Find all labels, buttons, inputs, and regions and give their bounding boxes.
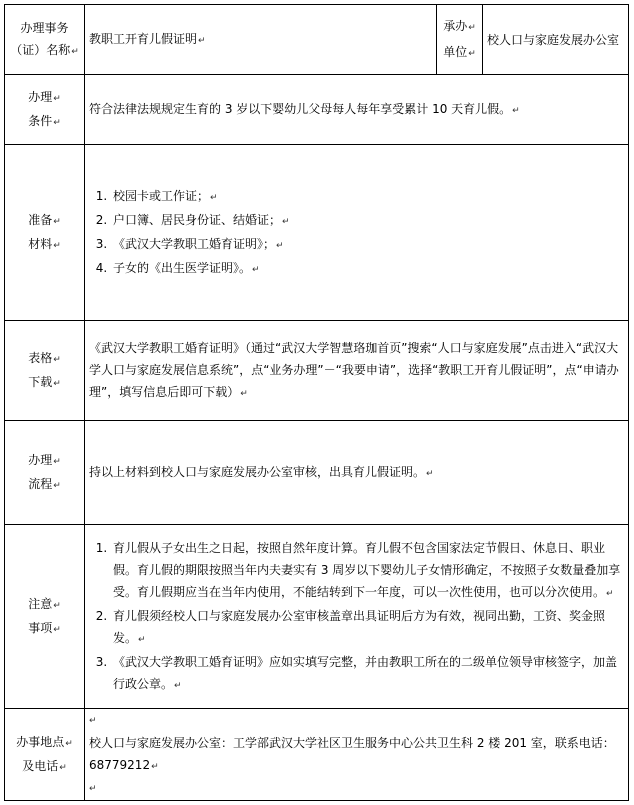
list-item-text: 育儿假须经校人口与家庭发展办公室审核盖章出具证明后方为有效，视同出勤，工资、奖金照发。 <box>113 608 606 645</box>
row-label-line2: 及电话 <box>22 758 59 773</box>
dept-label-cell <box>437 5 483 75</box>
paragraph-mark-icon: ↵ <box>53 93 61 104</box>
item-name-label-cell <box>5 5 85 75</box>
materials-list <box>89 185 622 281</box>
paragraph-mark-icon: ↵ <box>138 634 146 645</box>
row-label-line2: 流程 <box>28 476 53 491</box>
item-name-value: 教职工开育儿假证明 <box>89 31 198 46</box>
paragraph-mark-icon: ↵ <box>512 105 520 116</box>
paragraph-mark-icon: ↵ <box>53 354 61 365</box>
paragraph-mark-icon: ↵ <box>174 680 182 691</box>
paragraph-mark-icon: ↵ <box>53 378 61 389</box>
table-row <box>5 321 629 421</box>
row-label-cell <box>5 525 85 709</box>
process-text-cell <box>85 421 629 525</box>
table-row <box>5 421 629 525</box>
list-item-text: 子女的《出生医学证明》。 <box>113 260 252 275</box>
paragraph-mark-icon: ↵ <box>65 738 73 749</box>
form-download-text: 《武汉大学教职工婚育证明》（通过“武汉大学智慧珞珈首页”搜索“人口与家庭发展”点击进入“武汉大学人口与家庭发展信息系统”，点“业务办理”－“我要申请”，选择“教职工开育儿假证明”，点“申请办理”，填写信息后即可下载） <box>89 340 619 399</box>
paragraph-mark-icon: ↵ <box>606 588 614 599</box>
list-item-text: 育儿假从子女出生之日起，按照自然年度计算。育儿假不包含国家法定节假日、休息日、职业假。育儿假的期限按照当年内夫妻实有 3 周岁以下婴幼儿子女情形确定，不按照子女数量叠加享受。育儿假期应当在当年内使用，不能结转到下一年度，可以一次性使用，也可以分次使用。 <box>113 540 621 599</box>
row-label-line2: 事项 <box>28 620 53 635</box>
row-label-line1: 办事地点 <box>16 734 65 749</box>
service-guide-table <box>4 4 629 801</box>
row-label-line2: 下载 <box>28 374 53 389</box>
paragraph-mark-icon: ↵ <box>53 240 61 251</box>
list-item <box>111 257 622 281</box>
paragraph-mark-icon: ↵ <box>151 761 159 772</box>
paragraph-mark-icon: ↵ <box>282 216 290 227</box>
table-row <box>5 145 629 321</box>
list-item <box>111 209 622 233</box>
dept-label-line1: 承办 <box>443 18 468 33</box>
row-label-cell <box>5 709 85 801</box>
paragraph-mark-icon: ↵ <box>210 192 218 203</box>
table-row <box>5 525 629 709</box>
paragraph-mark-icon: ↵ <box>468 22 476 33</box>
dept-value-cell <box>483 5 629 75</box>
header-row <box>5 5 629 75</box>
contact-text: 校人口与家庭发展办公室：工学部武汉大学社区卫生服务中心公共卫生科 2 楼 201 室，联系电话：68779212 <box>89 735 615 772</box>
row-label-line1: 办理 <box>28 89 53 104</box>
row-label-line2: 条件 <box>28 113 53 128</box>
list-item-text: 《武汉大学教职工婚育证明》； <box>113 236 276 251</box>
list-item-text: 校园卡或工作证； <box>113 188 210 203</box>
paragraph-mark-icon: ↵ <box>53 117 61 128</box>
paragraph-mark-icon: ↵ <box>53 216 61 227</box>
conditions-text-cell <box>85 75 629 145</box>
list-item <box>111 537 622 605</box>
list-item <box>111 651 622 697</box>
row-label-line1: 注意 <box>28 596 53 611</box>
list-item <box>111 605 622 651</box>
paragraph-mark-icon: ↵ <box>53 600 61 611</box>
paragraph-mark-icon: ↵ <box>198 35 206 46</box>
item-name-value-cell <box>85 5 437 75</box>
paragraph-mark-icon: ↵ <box>53 456 61 467</box>
list-item-text: 《武汉大学教职工婚育证明》应如实填写完整，并由教职工所在的二级单位领导审核签字，加盖行政公章。 <box>113 654 618 691</box>
conditions-text: 符合法律法规规定生育的 3 岁以下婴幼儿父母每人每年享受累计 10 天育儿假。 <box>89 101 512 116</box>
materials-list-cell <box>85 145 629 321</box>
notes-list-cell <box>85 525 629 709</box>
row-label-cell <box>5 145 85 321</box>
notes-list <box>89 537 622 697</box>
item-name-label-line2: （证）名称 <box>10 42 71 57</box>
dept-label-line2: 单位 <box>443 44 468 59</box>
list-item-text: 户口簿、居民身份证、结婚证； <box>113 212 282 227</box>
row-label-line1: 表格 <box>28 350 53 365</box>
dept-value: 校人口与家庭发展办公室 <box>487 32 620 47</box>
row-label-cell <box>5 421 85 525</box>
list-item <box>111 233 622 257</box>
process-text: 持以上材料到校人口与家庭发展办公室审核，出具育儿假证明。 <box>89 464 426 479</box>
paragraph-mark-icon: ↵ <box>240 388 248 399</box>
row-label-line1: 准备 <box>28 212 53 227</box>
table-row <box>5 709 629 801</box>
paragraph-mark-icon: ↵ <box>71 46 79 57</box>
form-download-text-cell <box>85 321 629 421</box>
paragraph-mark-icon: ↵ <box>89 783 97 794</box>
row-label-line1: 办理 <box>28 452 53 467</box>
row-label-cell <box>5 75 85 145</box>
item-name-label-line1: 办理事务 <box>20 20 69 35</box>
table-row <box>5 75 629 145</box>
row-label-cell <box>5 321 85 421</box>
list-item <box>111 185 622 209</box>
paragraph-mark-icon: ↵ <box>89 715 97 726</box>
row-label-line2: 材料 <box>28 236 53 251</box>
paragraph-mark-icon: ↵ <box>53 480 61 491</box>
paragraph-mark-icon: ↵ <box>59 762 67 773</box>
paragraph-mark-icon: ↵ <box>276 240 284 251</box>
contact-text-cell <box>85 709 629 801</box>
paragraph-mark-icon: ↵ <box>252 264 260 275</box>
paragraph-mark-icon: ↵ <box>426 468 434 479</box>
paragraph-mark-icon: ↵ <box>468 48 476 59</box>
paragraph-mark-icon: ↵ <box>53 624 61 635</box>
